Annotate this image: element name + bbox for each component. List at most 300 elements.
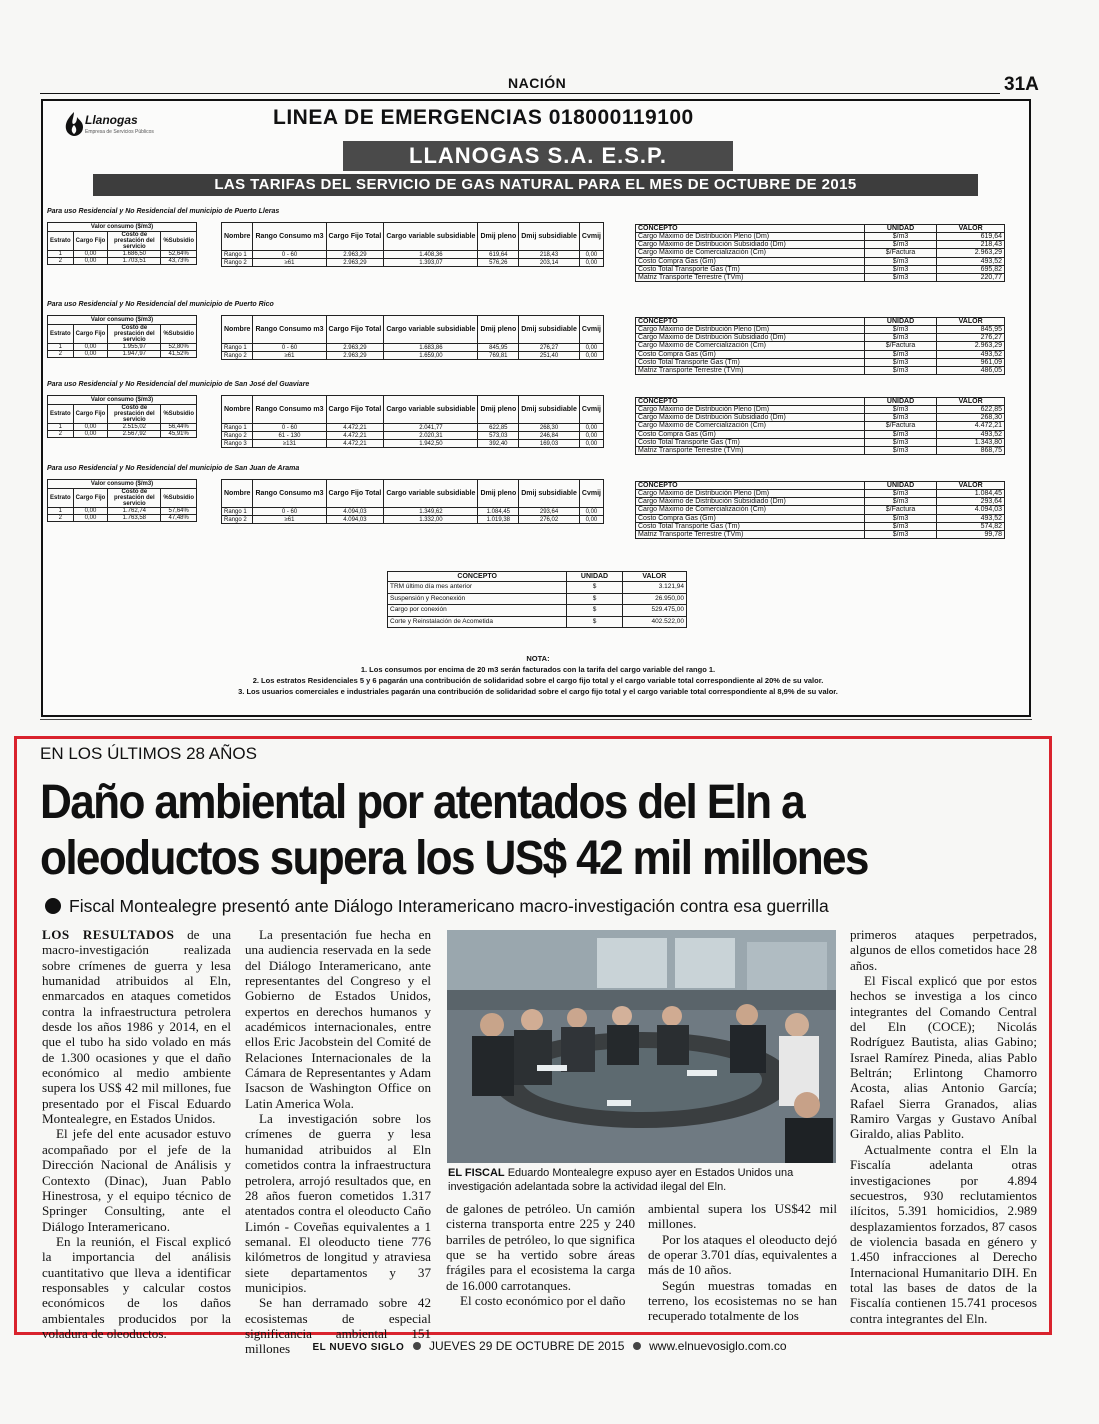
table-cell: 26.950,00 bbox=[622, 593, 686, 605]
table-cell: Cargo Máximo de Comercialización (Cm) bbox=[636, 249, 865, 257]
table-row bbox=[222, 352, 604, 360]
table-cell: 56,44% bbox=[161, 424, 197, 431]
col-unidad: UNIDAD bbox=[864, 398, 937, 406]
table-cell: 43,73% bbox=[161, 258, 197, 265]
table-cell: $ bbox=[567, 605, 622, 617]
table-cell: 0,00 bbox=[73, 351, 108, 358]
table-cell: Corte y Reinstalación de Acometida bbox=[388, 616, 567, 628]
col-cargo-fijo: Cargo Fijo bbox=[73, 232, 108, 251]
valor-consumo-header: Valor consumo ($/m3) bbox=[48, 396, 197, 405]
table-cell: 622,85 bbox=[478, 424, 519, 432]
table-cell: $/m3 bbox=[864, 522, 937, 530]
table-cell: 45,91% bbox=[161, 431, 197, 438]
table-cell: 1.659,00 bbox=[384, 352, 478, 360]
table-cell: 4.472,21 bbox=[326, 440, 384, 448]
header-rule bbox=[40, 93, 1000, 94]
table-cell: $/m3 bbox=[864, 490, 937, 498]
table-cell: Rango 2 bbox=[222, 259, 253, 267]
table-cell: 251,40 bbox=[519, 352, 580, 360]
col-unidad: UNIDAD bbox=[864, 225, 937, 233]
col-dmij-subsidiable: Dmij subsidiable bbox=[519, 316, 580, 344]
col-cargo-variable: Cargo variable subsidiable bbox=[384, 480, 478, 508]
table-cell: $/m3 bbox=[864, 406, 937, 414]
table-cell: 0,00 bbox=[579, 516, 603, 524]
table-cell: 2 bbox=[48, 515, 74, 522]
table-cell: $/m3 bbox=[864, 446, 937, 454]
tariff-advertisement bbox=[41, 99, 1031, 717]
table-cell: $/m3 bbox=[864, 498, 937, 506]
table-cell: $/m3 bbox=[864, 430, 937, 438]
table-cell: 0,00 bbox=[73, 515, 108, 522]
table-cell: ≥61 bbox=[253, 259, 326, 267]
table-row bbox=[636, 358, 1005, 366]
table-cell: Costo Compra Gas (Gm) bbox=[636, 257, 865, 265]
paragraph: La presentación fue hecha en una audiencia reservada en la sede del Diálogo Interamericano, ante representantes del Congreso y el Gobierno de Estados Unidos, expertos en derechos humanos y académicos internacionales, entre ellos Eric Jacobstein del Comité de Relaciones Internacionales de la Cámara de Representantes y Adam Isacson de Washington Office on Latin America Wola. bbox=[245, 927, 431, 1111]
table-row bbox=[48, 508, 197, 515]
article-column-1 bbox=[42, 927, 231, 1341]
table-cell: 0,00 bbox=[579, 352, 603, 360]
table-cell: Suspensión y Reconexión bbox=[388, 593, 567, 605]
estrato-table bbox=[47, 395, 197, 438]
table-cell: 276,02 bbox=[519, 516, 580, 524]
table-cell: 293,64 bbox=[937, 498, 1005, 506]
col-nombre: Nombre bbox=[222, 480, 253, 508]
table-row bbox=[636, 342, 1005, 350]
rango-table bbox=[221, 222, 604, 267]
col-subsidio: %Subsidio bbox=[161, 232, 197, 251]
table-cell: 0 - 60 bbox=[253, 424, 326, 432]
col-unidad: UNIDAD bbox=[567, 572, 622, 582]
col-cvmij: Cvmij bbox=[579, 396, 603, 424]
table-cell: 1.332,00 bbox=[384, 516, 478, 524]
table-cell: 1.686,50 bbox=[108, 251, 161, 258]
table-cell: 2.041,77 bbox=[384, 424, 478, 432]
article-subhead bbox=[45, 896, 829, 917]
table-row bbox=[222, 424, 604, 432]
page-footer bbox=[0, 1339, 1099, 1353]
col-valor: VALOR bbox=[622, 572, 686, 582]
col-concepto: CONCEPTO bbox=[636, 225, 865, 233]
col-cargo-fijo-total: Cargo Fijo Total bbox=[326, 316, 384, 344]
table-cell: Costo Total Transporte Gas (Tm) bbox=[636, 358, 865, 366]
col-valor: VALOR bbox=[937, 482, 1005, 490]
paragraph: En la reunión, el Fiscal explicó la importancia del análisis cuantitativo que lleva a identificar responsables y calcular costos económicos de los daños ambientales producidos por la voladura de oleoductos. bbox=[42, 1233, 231, 1341]
table-cell: $/Factura bbox=[864, 506, 937, 514]
table-cell: Cargo Máximo de Distribución Subsidiado (Dm) bbox=[636, 498, 865, 506]
article-column-2 bbox=[245, 927, 431, 1357]
llanogas-logo bbox=[63, 109, 173, 147]
paragraph: primeros ataques perpetrados, algunos de ellos cometidos hace 28 años. bbox=[850, 927, 1037, 973]
article-kicker: EN LOS ÚLTIMOS 28 AÑOS bbox=[40, 744, 257, 763]
col-concepto: CONCEPTO bbox=[388, 572, 567, 582]
note-1: 1. Los consumos por encima de 20 m3 serán facturados con la tarifa del cargo variable del rango 1. bbox=[360, 665, 716, 674]
table-cell: $/Factura bbox=[864, 422, 937, 430]
table-cell: 2.963,29 bbox=[937, 249, 1005, 257]
table-cell: 0,00 bbox=[73, 251, 108, 258]
table-cell: Cargo Máximo de Distribución Subsidiado (Dm) bbox=[636, 241, 865, 249]
table-row bbox=[636, 366, 1005, 374]
col-costo-prestacion: Costo de prestación del servicio bbox=[108, 489, 161, 508]
paragraph: de galones de petróleo. Un camión cisterna transporta entre 225 y 240 barriles de petróleo, lo que significa que se ha vertido sobre áreas frágiles para el ecosistema la carga de 16.000 carrotanques. bbox=[446, 1201, 635, 1293]
table-cell: 0,00 bbox=[579, 344, 603, 352]
article-column-4 bbox=[648, 1201, 837, 1324]
table-cell: Matriz Transporte Terrestre (TVm) bbox=[636, 446, 865, 454]
table-cell: 845,95 bbox=[478, 344, 519, 352]
table-cell: Cargo por conexión bbox=[388, 605, 567, 617]
table-row bbox=[48, 258, 197, 265]
table-cell: 2.020,31 bbox=[384, 432, 478, 440]
footer-url[interactable]: www.elnuevosiglo.com.co bbox=[649, 1339, 787, 1353]
col-cargo-fijo: Cargo Fijo bbox=[73, 325, 108, 344]
bullet-icon bbox=[45, 898, 61, 914]
table-cell: ≥61 bbox=[253, 352, 326, 360]
table-cell: Cargo Máximo de Distribución Subsidiado (Dm) bbox=[636, 334, 865, 342]
table-cell: 961,09 bbox=[937, 358, 1005, 366]
table-cell: 3.121,94 bbox=[622, 582, 686, 594]
paragraph: Por los ataques el oleoducto dejó de operar 3.701 días, equivalentes a más de 10 años. bbox=[648, 1231, 837, 1278]
table-cell: 0,00 bbox=[73, 258, 108, 265]
table-cell: 1 bbox=[48, 424, 74, 431]
table-row bbox=[636, 506, 1005, 514]
table-cell: 4.094,03 bbox=[326, 516, 384, 524]
table-cell: 1.942,50 bbox=[384, 440, 478, 448]
municipality-label: Para uso Residencial y No Residencial del municipio de San José del Guaviare bbox=[47, 381, 310, 388]
municipality-label: Para uso Residencial y No Residencial del municipio de San Juan de Arama bbox=[47, 465, 300, 472]
table-cell: 573,03 bbox=[478, 432, 519, 440]
table-cell: 695,82 bbox=[937, 265, 1005, 273]
table-cell: $/m3 bbox=[864, 366, 937, 374]
table-row bbox=[636, 257, 1005, 265]
paragraph: Se han derramado sobre 42 ecosistemas de especial significancia ambiental 151 millones bbox=[245, 1295, 431, 1357]
col-nombre: Nombre bbox=[222, 223, 253, 251]
col-unidad: UNIDAD bbox=[864, 318, 937, 326]
table-cell: $ bbox=[567, 593, 622, 605]
table-cell: 0 - 60 bbox=[253, 508, 326, 516]
table-cell: Costo Total Transporte Gas (Tm) bbox=[636, 438, 865, 446]
table-cell: 41,52% bbox=[161, 351, 197, 358]
col-rango-consumo: Rango Consumo m3 bbox=[253, 316, 326, 344]
table-cell: 246,84 bbox=[519, 432, 580, 440]
table-cell: 493,52 bbox=[937, 257, 1005, 265]
col-rango-consumo: Rango Consumo m3 bbox=[253, 480, 326, 508]
col-cargo-fijo-total: Cargo Fijo Total bbox=[326, 223, 384, 251]
table-row bbox=[222, 344, 604, 352]
newspaper-brand: EL NUEVO SIGLO bbox=[312, 1342, 405, 1353]
headline-line-2: oleoductos supera los US$ 42 mil millones bbox=[40, 832, 868, 885]
table-cell: Rango 2 bbox=[222, 516, 253, 524]
table-cell: Costo Compra Gas (Gm) bbox=[636, 350, 865, 358]
notes-title: NOTA: bbox=[526, 654, 550, 663]
table-cell: 619,64 bbox=[937, 233, 1005, 241]
logo-tagline: Empresa de Servicios Públicos bbox=[85, 129, 154, 135]
separator-dot-icon bbox=[633, 1342, 641, 1350]
table-row bbox=[636, 350, 1005, 358]
col-cvmij: Cvmij bbox=[579, 316, 603, 344]
lead-paragraph bbox=[42, 927, 231, 1126]
table-row bbox=[636, 422, 1005, 430]
table-cell: 57,64% bbox=[161, 508, 197, 515]
table-cell: 493,52 bbox=[937, 430, 1005, 438]
col-costo-prestacion: Costo de prestación del servicio bbox=[108, 232, 161, 251]
table-cell: 218,43 bbox=[937, 241, 1005, 249]
table-cell: ≥131 bbox=[253, 440, 326, 448]
paragraph: ambiental supera los US$42 mil millones. bbox=[648, 1201, 837, 1232]
col-cargo-fijo: Cargo Fijo bbox=[73, 489, 108, 508]
table-row bbox=[636, 498, 1005, 506]
col-dmij-pleno: Dmij pleno bbox=[478, 480, 519, 508]
table-cell: 622,85 bbox=[937, 406, 1005, 414]
table-cell: 486,05 bbox=[937, 366, 1005, 374]
table-cell: 220,77 bbox=[937, 273, 1005, 281]
table-cell: 47,48% bbox=[161, 515, 197, 522]
table-cell: Cargo Máximo de Comercialización (Cm) bbox=[636, 342, 865, 350]
table-cell: 61 - 130 bbox=[253, 432, 326, 440]
concepto-table bbox=[635, 481, 1005, 539]
table-cell: 0,00 bbox=[579, 259, 603, 267]
table-cell: Matriz Transporte Terrestre (TVm) bbox=[636, 530, 865, 538]
concepto-table bbox=[635, 317, 1005, 375]
table-cell: 402.522,00 bbox=[622, 616, 686, 628]
table-row bbox=[222, 259, 604, 267]
table-cell: $/Factura bbox=[864, 249, 937, 257]
col-cvmij: Cvmij bbox=[579, 223, 603, 251]
table-cell: 493,52 bbox=[937, 350, 1005, 358]
table-cell: 4.094,03 bbox=[326, 508, 384, 516]
company-name: LLANOGAS S.A. E.S.P. bbox=[343, 141, 733, 171]
table-cell: Rango 2 bbox=[222, 432, 253, 440]
col-subsidio: %Subsidio bbox=[161, 325, 197, 344]
table-cell: 493,52 bbox=[937, 514, 1005, 522]
col-cargo-variable: Cargo variable subsidiable bbox=[384, 316, 478, 344]
col-estrato: Estrato bbox=[48, 489, 74, 508]
table-cell: 99,78 bbox=[937, 530, 1005, 538]
table-cell: 0,00 bbox=[579, 440, 603, 448]
table-row bbox=[222, 440, 604, 448]
rango-table bbox=[221, 315, 604, 360]
article-headline bbox=[40, 775, 960, 887]
table-cell: 0,00 bbox=[73, 508, 108, 515]
concepto-table bbox=[635, 224, 1005, 282]
table-cell: $/m3 bbox=[864, 326, 937, 334]
table-cell: 0,00 bbox=[73, 424, 108, 431]
col-concepto: CONCEPTO bbox=[636, 318, 865, 326]
col-costo-prestacion: Costo de prestación del servicio bbox=[108, 405, 161, 424]
table-cell: 1 bbox=[48, 344, 74, 351]
table-row bbox=[636, 490, 1005, 498]
table-cell: Costo Compra Gas (Gm) bbox=[636, 430, 865, 438]
tariff-banner: LAS TARIFAS DEL SERVICIO DE GAS NATURAL PARA EL MES DE OCTUBRE DE 2015 bbox=[93, 174, 978, 196]
table-cell: 1.343,80 bbox=[937, 438, 1005, 446]
valor-consumo-header: Valor consumo ($/m3) bbox=[48, 480, 197, 489]
table-cell: 868,75 bbox=[937, 446, 1005, 454]
table-cell: Cargo Máximo de Distribución Pleno (Dm) bbox=[636, 326, 865, 334]
table-cell: 52,64% bbox=[161, 251, 197, 258]
separator-dot-icon bbox=[413, 1342, 421, 1350]
table-cell: 2.515,02 bbox=[108, 424, 161, 431]
table-cell: $/m3 bbox=[864, 273, 937, 281]
table-cell: $/m3 bbox=[864, 414, 937, 422]
table-row bbox=[388, 616, 687, 628]
col-valor: VALOR bbox=[937, 398, 1005, 406]
table-cell: 1.955,97 bbox=[108, 344, 161, 351]
table-cell: 1 bbox=[48, 508, 74, 515]
meeting-photo-image bbox=[447, 930, 836, 1163]
table-cell: 0,00 bbox=[579, 432, 603, 440]
table-cell: 576,26 bbox=[478, 259, 519, 267]
table-cell: 845,95 bbox=[937, 326, 1005, 334]
paragraph: Actualmente contra el Eln la Fiscalía adelanta otras investigaciones por 4.894 secuestros, 930 reclutamientos ilícitos, 5.391 homicidios, 2.989 desplazamientos forzados, 87 casos de violencia basada en género y 1.450 infracciones al Derecho Internacional Humanitario DIH. En total las bases de datos de la Fiscalía contienen 15.741 procesos contra integrantes del Eln. bbox=[850, 1141, 1037, 1326]
table-cell: 0 - 60 bbox=[253, 251, 326, 259]
paragraph: El Fiscal explicó que por estos hechos se investiga a los cinco integrantes del Comando Central del Eln (COCE); Nicolás Rodríguez Bautista, alias Gabino; Israel Ramírez Pineda, alias Pablo Beltrán; Erlintong Chamorro Acosta, alias Antonio García; Rafael Sierra Granados, alias Ramiro Vargas y Gustavo Aníbal Giraldo, alias Pablito. bbox=[850, 973, 1037, 1142]
col-dmij-subsidiable: Dmij subsidiable bbox=[519, 396, 580, 424]
table-cell: 276,27 bbox=[519, 344, 580, 352]
table-row bbox=[222, 508, 604, 516]
table-cell: 218,43 bbox=[519, 251, 580, 259]
table-row bbox=[222, 432, 604, 440]
article-column-5 bbox=[850, 927, 1037, 1326]
article-column-3 bbox=[446, 1201, 635, 1308]
photo-caption bbox=[448, 1166, 836, 1194]
article-photo bbox=[447, 930, 836, 1163]
table-cell: 1.084,45 bbox=[937, 490, 1005, 498]
table-row bbox=[48, 515, 197, 522]
col-cargo-fijo: Cargo Fijo bbox=[73, 405, 108, 424]
table-cell: $ bbox=[567, 616, 622, 628]
table-row bbox=[636, 233, 1005, 241]
col-rango-consumo: Rango Consumo m3 bbox=[253, 396, 326, 424]
table-cell: 4.472,21 bbox=[326, 424, 384, 432]
col-cargo-fijo-total: Cargo Fijo Total bbox=[326, 396, 384, 424]
col-dmij-subsidiable: Dmij subsidiable bbox=[519, 480, 580, 508]
estrato-table bbox=[47, 222, 197, 265]
table-cell: $/m3 bbox=[864, 233, 937, 241]
table-cell: 392,40 bbox=[478, 440, 519, 448]
table-cell: Cargo Máximo de Comercialización (Cm) bbox=[636, 422, 865, 430]
table-cell: Matriz Transporte Terrestre (TVm) bbox=[636, 366, 865, 374]
col-costo-prestacion: Costo de prestación del servicio bbox=[108, 325, 161, 344]
table-cell: $/m3 bbox=[864, 350, 937, 358]
paragraph: El costo económico por el daño bbox=[460, 1293, 626, 1309]
table-row bbox=[48, 431, 197, 438]
table-cell: 52,80% bbox=[161, 344, 197, 351]
table-cell: 769,81 bbox=[478, 352, 519, 360]
table-cell: $/m3 bbox=[864, 265, 937, 273]
table-cell: 0,00 bbox=[579, 251, 603, 259]
table-cell: $/Factura bbox=[864, 342, 937, 350]
paragraph: El jefe del ente acusador estuvo acompañado por el jefe de la Dirección Nacional de Análisis y Contexto (Dinac), Juan Pablo Hinestrosa, y el equipo técnico de Springer Consulting, ante el Diálogo Interamericano. bbox=[42, 1126, 231, 1234]
col-dmij-pleno: Dmij pleno bbox=[478, 316, 519, 344]
col-estrato: Estrato bbox=[48, 325, 74, 344]
footer-date: JUEVES 29 DE OCTUBRE DE 2015 bbox=[429, 1339, 625, 1353]
table-row bbox=[388, 593, 687, 605]
note-2: 2. Los estratos Residenciales 5 y 6 pagarán una contribución de solidaridad sobre el cargo fijo total y el cargo variable total correspondiente al 20% de su valor. bbox=[252, 676, 824, 685]
caption-text: Eduardo Montealegre expuso ayer en Estados Unidos una investigación adelantada sobre la actividad ilegal del Eln. bbox=[448, 1167, 794, 1193]
rango-table bbox=[221, 479, 604, 524]
table-cell: 1.408,36 bbox=[384, 251, 478, 259]
concepto-table bbox=[635, 397, 1005, 455]
table-cell: Cargo Máximo de Distribución Subsidiado (Dm) bbox=[636, 414, 865, 422]
table-row bbox=[636, 514, 1005, 522]
table-cell: 2.963,29 bbox=[326, 344, 384, 352]
valor-consumo-header: Valor consumo ($/m3) bbox=[48, 223, 197, 232]
col-estrato: Estrato bbox=[48, 405, 74, 424]
table-cell: Rango 1 bbox=[222, 508, 253, 516]
table-cell: Cargo Máximo de Distribución Pleno (Dm) bbox=[636, 233, 865, 241]
table-cell: 2.963,29 bbox=[937, 342, 1005, 350]
lead-in: LOS RESULTADOS bbox=[42, 927, 175, 942]
table-cell: Rango 1 bbox=[222, 344, 253, 352]
table-row bbox=[636, 241, 1005, 249]
valor-consumo-header: Valor consumo ($/m3) bbox=[48, 316, 197, 325]
col-dmij-subsidiable: Dmij subsidiable bbox=[519, 223, 580, 251]
col-subsidio: %Subsidio bbox=[161, 489, 197, 508]
table-cell: $/m3 bbox=[864, 334, 937, 342]
table-row bbox=[636, 334, 1005, 342]
table-cell: Costo Total Transporte Gas (Tm) bbox=[636, 265, 865, 273]
other-charges-table bbox=[387, 571, 687, 628]
table-cell: 1.947,97 bbox=[108, 351, 161, 358]
table-row bbox=[636, 446, 1005, 454]
table-cell: 574,82 bbox=[937, 522, 1005, 530]
estrato-table bbox=[47, 315, 197, 358]
table-row bbox=[636, 265, 1005, 273]
table-cell: 1.393,07 bbox=[384, 259, 478, 267]
table-cell: Cargo Máximo de Distribución Pleno (Dm) bbox=[636, 490, 865, 498]
table-cell: 0,00 bbox=[579, 508, 603, 516]
table-row bbox=[222, 251, 604, 259]
paragraph: Según muestras tomadas en terreno, los ecosistemas no se han recuperado totalmente de los bbox=[648, 1277, 837, 1324]
col-cargo-variable: Cargo variable subsidiable bbox=[384, 223, 478, 251]
table-cell: $/m3 bbox=[864, 358, 937, 366]
table-row bbox=[388, 582, 687, 594]
table-cell: 1 bbox=[48, 251, 74, 258]
table-row bbox=[48, 424, 197, 431]
table-row bbox=[636, 273, 1005, 281]
table-cell: 4.472,21 bbox=[937, 422, 1005, 430]
table-cell: 1.762,74 bbox=[108, 508, 161, 515]
table-cell: Costo Total Transporte Gas (Tm) bbox=[636, 522, 865, 530]
table-row bbox=[636, 438, 1005, 446]
col-dmij-pleno: Dmij pleno bbox=[478, 396, 519, 424]
table-row bbox=[48, 351, 197, 358]
emergency-line-title: LINEA DE EMERGENCIAS 018000119100 bbox=[273, 106, 694, 129]
table-cell: 1.084,45 bbox=[478, 508, 519, 516]
table-cell: 276,27 bbox=[937, 334, 1005, 342]
table-cell: $/m3 bbox=[864, 438, 937, 446]
flame-logo-icon bbox=[63, 111, 85, 137]
table-cell: TRM último día mes anterior bbox=[388, 582, 567, 594]
col-subsidio: %Subsidio bbox=[161, 405, 197, 424]
col-rango-consumo: Rango Consumo m3 bbox=[253, 223, 326, 251]
table-cell: 619,64 bbox=[478, 251, 519, 259]
notes-block bbox=[93, 653, 983, 697]
lead-text: de una macro-investigación realizada sobre crímenes de guerra y lesa humanidad atribuidos al Eln, enmarcados en ataques cometidos contra la infraestructura petrolera desde los años 1986 y 2014, en el que el tubo ha sido volado en más de 1.300 ocasiones y que el daño económico al medio ambiente supera los US$ 42 mil millones, fue presentado por el Fiscal Eduardo Montealegre, en Estados Unidos. bbox=[42, 927, 232, 1127]
col-cargo-variable: Cargo variable subsidiable bbox=[384, 396, 478, 424]
table-cell: $ bbox=[567, 582, 622, 594]
page-number: 31A bbox=[1004, 74, 1039, 95]
logo-name: Llanogas bbox=[85, 113, 138, 127]
table-cell: 1.703,51 bbox=[108, 258, 161, 265]
table-cell: 4.472,21 bbox=[326, 432, 384, 440]
table-row bbox=[222, 516, 604, 524]
table-cell: 0,00 bbox=[579, 424, 603, 432]
col-dmij-pleno: Dmij pleno bbox=[478, 223, 519, 251]
table-cell: 2.963,29 bbox=[326, 352, 384, 360]
table-cell: 1.349,62 bbox=[384, 508, 478, 516]
table-row bbox=[48, 344, 197, 351]
table-row bbox=[636, 406, 1005, 414]
table-cell: 2.963,29 bbox=[326, 259, 384, 267]
